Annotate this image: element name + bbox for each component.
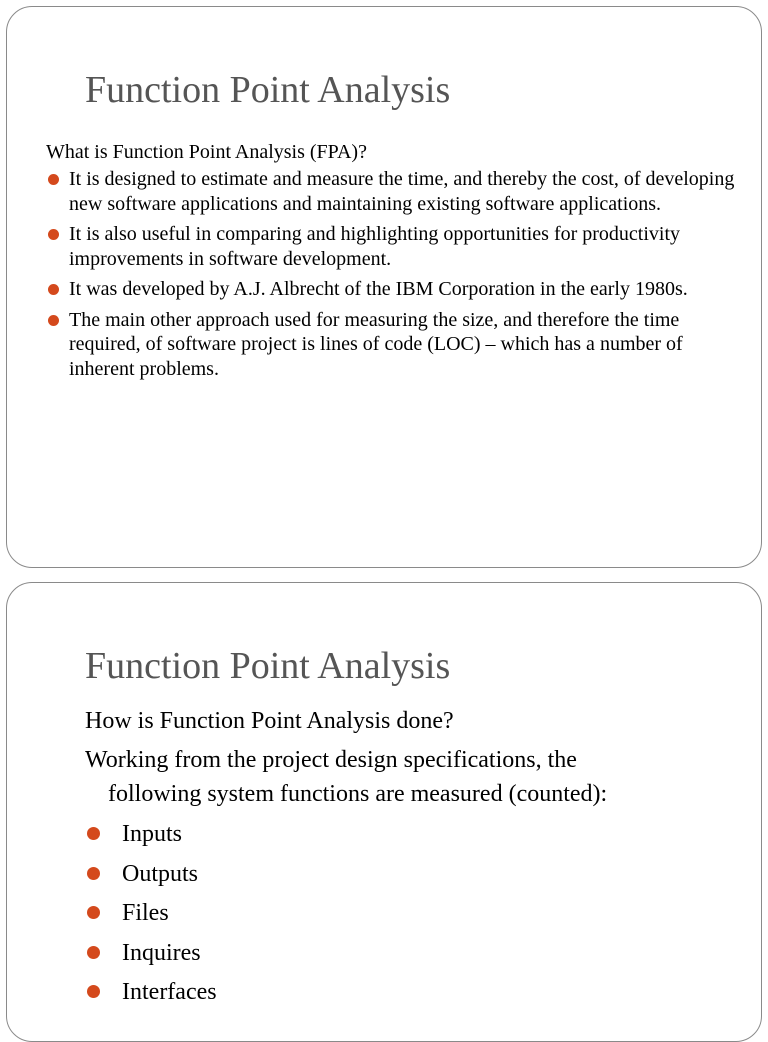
list-item xyxy=(85,934,217,974)
slide-question: How is Function Point Analysis done? xyxy=(85,708,454,734)
bullet-icon xyxy=(87,946,100,959)
bullet-icon xyxy=(87,827,100,840)
list-item xyxy=(46,222,736,271)
bullet-text: The main other approach used for measuring the size, and therefore the time required, of software project is lines of code (LOC) – which has a number of inherent problems. xyxy=(69,308,683,380)
slide-question: What is Function Point Analysis (FPA)? xyxy=(46,141,367,163)
list-item-label: Inquires xyxy=(122,939,201,966)
list-item xyxy=(85,855,217,895)
bullet-text: It is also useful in comparing and highlighting opportunities for productivity improvements in software development. xyxy=(69,223,681,270)
function-list xyxy=(85,815,217,1013)
bullet-icon xyxy=(87,906,100,919)
list-item xyxy=(85,815,217,855)
slide-2 xyxy=(6,582,762,1042)
slide-1 xyxy=(6,6,762,568)
list-item xyxy=(85,973,217,1013)
bullet-text: It is designed to estimate and measure the time, and thereby the cost, of developing new software applications and maintaining existing software applications. xyxy=(69,168,735,215)
bullet-icon xyxy=(48,315,59,326)
list-item-label: Interfaces xyxy=(122,979,217,1005)
bullet-icon xyxy=(48,284,59,295)
slide-intro-line-1: Working from the project design specifications, the xyxy=(85,747,577,773)
list-item-label: Outputs xyxy=(122,860,199,887)
bullet-icon xyxy=(48,174,59,185)
bullet-icon xyxy=(87,867,100,880)
slide-title: Function Point Analysis xyxy=(85,69,451,111)
list-item xyxy=(85,894,217,934)
slide-title: Function Point Analysis xyxy=(85,645,451,687)
list-item-label: Inputs xyxy=(122,821,182,847)
bullet-text: It was developed by A.J. Albrecht of the IBM Corporation in the early 1980s. xyxy=(69,278,688,300)
list-item xyxy=(46,277,736,302)
list-item xyxy=(46,167,736,216)
bullet-icon xyxy=(87,985,100,998)
bullet-icon xyxy=(48,229,59,240)
bullet-list xyxy=(46,167,736,387)
list-item xyxy=(46,308,736,382)
list-item-label: Files xyxy=(122,900,169,926)
slide-intro-line-2: following system functions are measured (counted): xyxy=(108,781,608,807)
